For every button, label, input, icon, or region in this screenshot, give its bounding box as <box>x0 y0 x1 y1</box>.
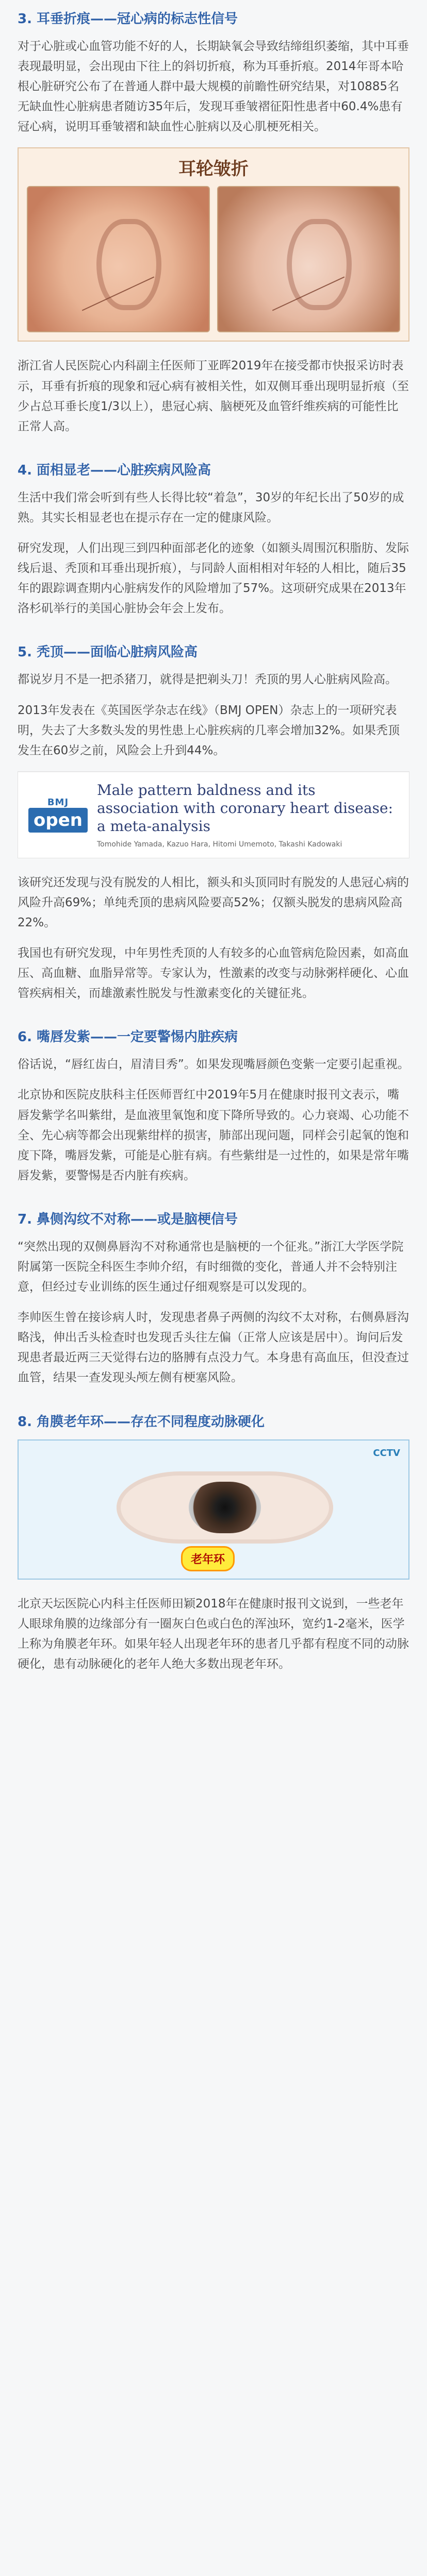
section-4-paragraph-2: 研究发现，人们出现三到四种面部老化的迹象（如额头周围沉积脂肪、发际线后退、秃顶和耳垂出现折痕），与同龄人面相相对年轻的人相比，随后35年的跟踪调查期内心脏病发作的风险增加了57%。这项研究成果在2013年洛杉矶举行的美国心脏协会年会上发布。 <box>18 541 409 616</box>
bmj-logo-bottom: open <box>28 808 88 833</box>
section-4-paragraph-1: 生活中我们常会听到有些人长得比较“着急”，30岁的年纪长出了50岁的成熟。其实长相显老也在提示存在一定的健康风险。 <box>18 490 404 524</box>
ear-image-right <box>217 186 400 332</box>
eye-image-frame <box>18 1439 409 1580</box>
section-3-heading: 3. 耳垂折痕——冠心病的标志性信号 <box>18 11 238 27</box>
section-4-heading: 4. 面相显老——心脏疾病风险高 <box>18 462 211 478</box>
ear-crease-frame <box>18 147 409 342</box>
ear-images <box>19 186 408 341</box>
section-8-heading: 8. 角膜老年环——存在不同程度动脉硬化 <box>18 1414 265 1430</box>
bmj-logo-top: BMJ <box>47 796 69 808</box>
section-7-paragraph-1: “突然出现的双侧鼻唇沟不对称通常也是脑梗的一个征兆。”浙江大学医学院附属第一医院全科医生李帅介绍，有时细微的变化，普通人并不会特别注意，但经过专业训练的医生通过仔细观察是可以发现的。 <box>18 1240 404 1294</box>
section-6-paragraph-2: 北京协和医院皮肤科主任医师晋红中2019年5月在健康时报刊文表示，嘴唇发紫学名叫紫绀，是血液里氧饱和度下降所导致的。心力衰竭、心功能不全、先心病等都会出现紫绀样的损害，肺部出现问题，同样会引起氧的饱和度下降，嘴唇发紫，可能是心脏有病。有些紫绀是一过性的，如果是常年嘴唇发紫，要警惕是否内脏有疾病。 <box>18 1088 409 1182</box>
arcus-badge: 老年环 <box>181 1546 235 1571</box>
section-3-paragraph-1: 对于心脏或心血管功能不好的人，长期缺氧会导致结缔组织萎缩，其中耳垂表现最明显，会出现由下往上的斜切折痕，称为耳垂折痕。2014年哥本哈根心脏研究公布了在普通人群中最大规模的前瞻性研究结果，对10885名无缺血性心脏病患者随访35年后，发现耳垂皱褶征阳性患者中60.4%患有冠心病，说明耳垂皱褶和缺血性心脏病以及心肌梗死相关。 <box>18 40 409 134</box>
section-5-paragraph-3: 该研究还发现与没有脱发的人相比，额头和头顶同时有脱发的人患冠心病的风险升高69%；单纯秃顶的患病风险要高52%；仅额头脱发的患病风险高22%。 <box>18 875 409 929</box>
section-5-heading: 5. 秃顶——面临心脏病风险高 <box>18 645 198 660</box>
paper-authors: Tomohide Yamada, Kazuo Hara, Hitomi Umemoto, Takashi Kadowaki <box>96 840 342 849</box>
section-5-paragraph-2: 2013年发表在《英国医学杂志在线》（BMJ OPEN）杂志上的一项研究表明，失去了大多数头发的男性患上心脏疾病的几率会增加32%。如果秃顶发生在60岁之前，风险会上升到44%。 <box>18 703 400 757</box>
section-8-paragraph-1: 北京天坛医院心内科主任医师田颖2018年在健康时报刊文说到，一些老年人眼球角膜的边缘部分有一圈灰白色或白色的浑浊环，宽约1-2毫米，医学上称为角膜老年环。如果年轻人出现老年环的患者几乎都有程度不同的动脉硬化，患有动脉硬化的老年人绝大多数出现老年环。 <box>18 1597 409 1671</box>
section-3-paragraph-2: 浙江省人民医院心内科副主任医师丁亚晖2019年在接受都市快报采访时表示，耳垂有折痕的现象和冠心病有被相关性，如双侧耳垂出现明显折痕（至少占总耳垂长度1/3以上），患冠心病、脑梗死及血管纤维疾病的可能性比正常人高。 <box>18 359 409 433</box>
paper-text <box>97 781 399 849</box>
section-7-heading: 7. 鼻侧沟纹不对称——或是脑梗信号 <box>18 1211 238 1227</box>
section-6-paragraph-1: 俗话说，“唇红齿白，眉清目秀”。如果发现嘴唇颜色变紫一定要引起重视。 <box>18 1058 409 1072</box>
tv-logo-icon: CCTV <box>373 1447 400 1459</box>
bmj-paper-figure <box>18 771 409 858</box>
ear-image-left <box>27 186 210 332</box>
paper-title: Male pattern baldness and its association with coronary heart disease: a meta-analysis <box>96 781 393 835</box>
section-6-heading: 6. 嘴唇发紫——一定要警惕内脏疾病 <box>18 1029 238 1045</box>
section-7-paragraph-2: 李帅医生曾在接诊病人时，发现患者鼻子两侧的沟纹不太对称，右侧鼻唇沟略浅，伸出舌头检查时也发现舌头往左偏（正常人应该是居中）。询问后发现患者最近两三天觉得右边的胳膊有点没力气。本身患有高血压，但没查过血管，结果一查发现头颅左侧有梗塞风险。 <box>18 1311 409 1385</box>
section-5-paragraph-1: 都说岁月不是一把杀猪刀，就得是把剃头刀！秃顶的男人心脏病风险高。 <box>18 673 397 687</box>
ear-crease-line-right <box>272 276 345 311</box>
paper-card <box>18 771 409 858</box>
eye-image-icon <box>117 1471 333 1544</box>
eye-figure <box>18 1439 409 1580</box>
iris-with-arcus <box>189 1482 261 1533</box>
ear-crease-line-left <box>82 276 155 311</box>
ear-crease-figure <box>18 147 409 342</box>
bmj-open-logo <box>28 797 88 833</box>
ear-figure-title: 耳轮皱折 <box>178 159 249 180</box>
section-5-paragraph-4: 我国也有研究发现，中年男性秃顶的人有较多的心血管病危险因素，如高血压、高血糖、血脂异常等。专家认为，性激素的改变与动脉粥样硬化、心血管疾病相关，而雄激素性脱发与性激素变化的关键征兆。 <box>18 946 409 1001</box>
